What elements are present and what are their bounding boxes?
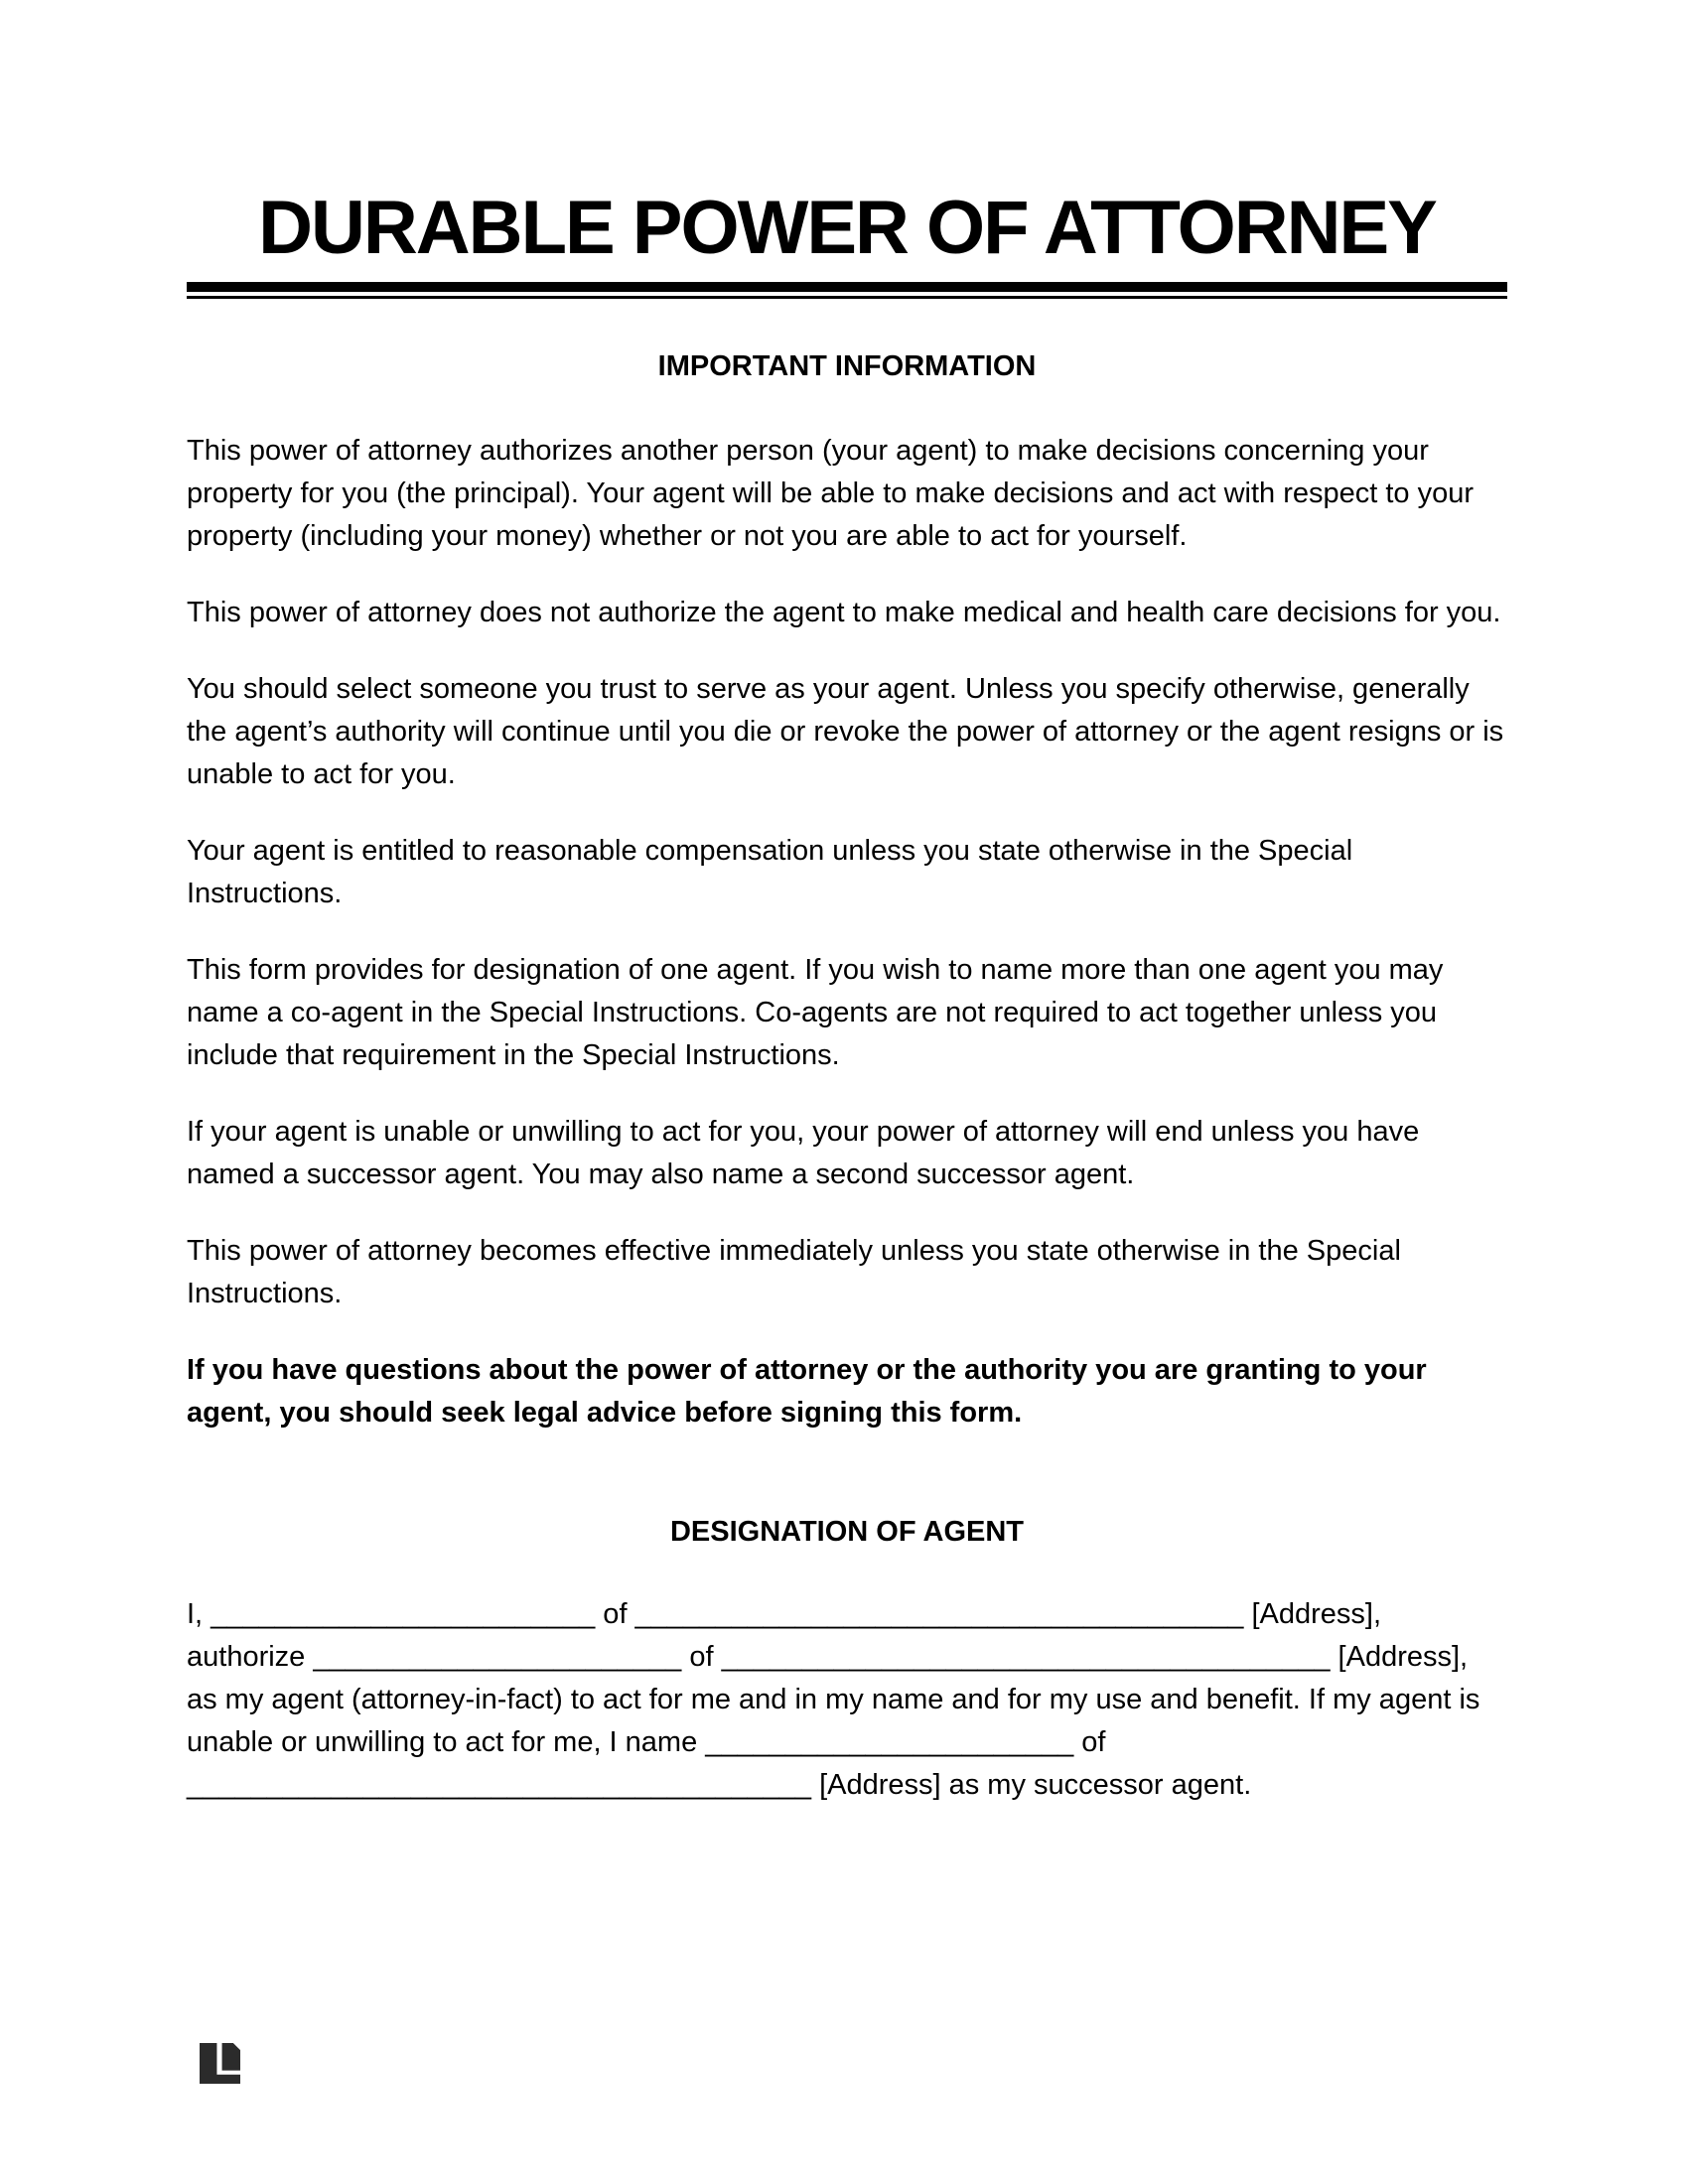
paragraph-successor-agent: If your agent is unable or unwilling to act for you, your power of attorney will end unless you have named a successor agent. You may also name a second successor agent. (187, 1116, 1420, 1190)
document-title: DURABLE POWER OF ATTORNEY (258, 186, 1436, 270)
paragraph-select-someone-you-trust: You should select someone you trust to serve as your agent. Unless you specify otherwise, generally the agent’s authority will continue until you die or revoke the power of attorney or the agent resigns or is unable to act for you. (187, 673, 1504, 790)
fill-in-line-agent-powers: as my agent (attorney-in-fact) to act for me and in my name and for my use and benefit. If my agent is (187, 1684, 1480, 1715)
paragraph-authorizes-agent: This power of attorney authorizes another person (your agent) to make decisions concerning your property for you (the principal). Your agent will be able to make decisions and act with respect to your property (including your money) whether or not you are able to act for yourself. (187, 435, 1475, 552)
designation-fill-in-block (187, 1593, 1507, 1807)
fill-in-line-agent-name: authorize _______________________ of ______________________________________ [Address], (187, 1641, 1469, 1673)
title-underline (187, 282, 1507, 299)
paragraph-reasonable-compensation: Your agent is entitled to reasonable compensation unless you state otherwise in the Special Instructions. (187, 835, 1353, 909)
fill-in-line-successor-address: _______________________________________ [Address] as my successor agent. (187, 1769, 1252, 1801)
paragraph-one-agent-designation: This form provides for designation of one agent. If you wish to name more than one agent you may name a co-agent in the Special Instructions. Co-agents are not required to act together unless you include that requirement in the Special Instructions. (187, 954, 1444, 1071)
legal-advice-warning: If you have questions about the power of attorney or the authority you are granting to your agent, you should seek legal advice before signing this form. (187, 1354, 1427, 1429)
section-heading-important-information: IMPORTANT INFORMATION (657, 350, 1037, 382)
title-underline-thick-bar (187, 282, 1507, 292)
title-underline-thin-bar (187, 296, 1507, 299)
fill-in-line-principal-name: I, ________________________ of ______________________________________ [Address], (187, 1598, 1382, 1630)
fill-in-line-successor-name: unable or unwilling to act for me, I name _______________________ of (187, 1726, 1106, 1758)
legal-templates-logo-icon (200, 2043, 240, 2084)
paragraph-effective-immediately: This power of attorney becomes effective immediately unless you state otherwise in the Special Instructions. (187, 1235, 1401, 1309)
paragraph-no-medical-decisions: This power of attorney does not authorize the agent to make medical and health care decisions for you. (187, 597, 1501, 628)
section-heading-designation-of-agent: DESIGNATION OF AGENT (669, 1516, 1025, 1548)
